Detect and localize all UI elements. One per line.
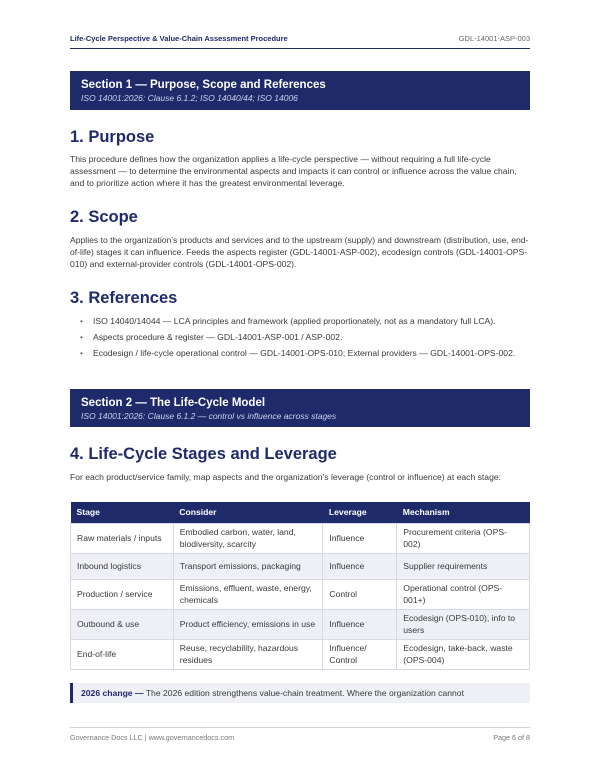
purpose-heading: 1. Purpose xyxy=(70,128,155,146)
table-cell: Embodied carbon, water, land, biodiversity, scarcity xyxy=(173,524,323,554)
table-cell: Influence xyxy=(323,554,397,580)
table-cell: Influence xyxy=(323,610,397,640)
footer-page-number: Page 6 of 8 xyxy=(493,733,530,742)
table-cell: Emissions, effluent, waste, energy, chemicals xyxy=(173,580,323,610)
references-heading: 3. References xyxy=(70,289,178,307)
section-1-banner xyxy=(70,71,530,110)
stages-heading: 4. Life-Cycle Stages and Leverage xyxy=(70,445,337,463)
reference-item: • ISO 14040/14044 — LCA principles and framework (applied proportionately, not as a mandatory full LCA). xyxy=(80,316,496,326)
header-doc-title: Life-Cycle Perspective & Value-Chain Assessment Procedure xyxy=(70,34,288,43)
section-1-title: Section 1 — Purpose, Scope and References xyxy=(81,79,326,91)
header-doc-code: GDL-14001-ASP-003 xyxy=(458,34,530,43)
table-cell: Product efficiency, emissions in use xyxy=(173,610,323,640)
table-row xyxy=(71,610,530,640)
table-row xyxy=(71,640,530,670)
table-row xyxy=(71,554,530,580)
section-2-banner xyxy=(70,389,530,427)
table-cell: Influence/ Control xyxy=(323,640,397,670)
change-callout xyxy=(70,683,530,703)
table-cell: Transport emissions, packaging xyxy=(173,554,323,580)
scope-text: Applies to the organization’s products and services and to the upstream (supply) and downstream (distribution, use, end-of-life) stages it can influence. Feeds the aspects register (GDL-14001-ASP-002), ecodesign controls (GDL-14001-OPS-010) and external-provider controls (GDL-14001-OPS-002). xyxy=(70,235,529,270)
section-2-subtitle: ISO 14001:2026: Clause 6.1.2 — control vs influence across stages xyxy=(81,411,337,421)
reference-item: • Aspects procedure & register — GDL-14001-ASP-001 / ASP-002. xyxy=(80,332,343,343)
table-row xyxy=(71,580,530,610)
table-header-row xyxy=(71,502,530,524)
scope-heading: 2. Scope xyxy=(70,208,138,226)
table-cell: Raw materials / inputs xyxy=(71,524,174,554)
column-header: Stage xyxy=(71,502,174,524)
table-cell: End-of-life xyxy=(71,640,174,670)
table-cell: Outbound & use xyxy=(71,610,174,640)
column-header: Leverage xyxy=(323,502,397,524)
table-cell: Control xyxy=(323,580,397,610)
table-cell: Ecodesign (OPS-010), info to users xyxy=(397,610,530,640)
reference-item: • Ecodesign / life-cycle operational control — GDL-14001-OPS-010; External providers — GDL-14001-OPS-002. xyxy=(80,348,516,359)
column-header: Mechanism xyxy=(397,502,530,524)
table-row xyxy=(71,524,530,554)
purpose-text: This procedure defines how the organization applies a life-cycle perspective — without requiring a full life-cycle assessment — to determine the environmental aspects and impacts it can control or influence across the value chain, and to prioritize action where it has the greatest environmental leverage. xyxy=(70,154,517,189)
section-2-title: Section 2 — The Life-Cycle Model xyxy=(81,397,266,409)
references-list xyxy=(70,315,530,364)
table-cell: Ecodesign, take-back, waste (OPS-004) xyxy=(397,640,530,670)
page-footer xyxy=(70,727,530,742)
table-cell: Inbound logistics xyxy=(71,554,174,580)
stages-intro: For each product/service family, map aspects and the organization’s leverage (control or influence) at each stage: xyxy=(70,472,502,482)
change-callout-text: The 2026 edition strengthens value-chain treatment. Where the organization cannot xyxy=(145,688,464,698)
table-cell: Reuse, recyclability, hazardous residues xyxy=(173,640,323,670)
table-cell: Procurement criteria (OPS-002) xyxy=(397,524,530,554)
table-cell: Influence xyxy=(323,524,397,554)
table-cell: Production / service xyxy=(71,580,174,610)
column-header: Consider xyxy=(173,502,323,524)
change-callout-label: 2026 change — xyxy=(81,688,144,698)
table-cell: Operational control (OPS-001+) xyxy=(397,580,530,610)
page-header xyxy=(70,34,530,49)
footer-company: Governance Docs LLC | www.governancedocs.com xyxy=(70,733,235,742)
table-cell: Supplier requirements xyxy=(397,554,530,580)
section-1-subtitle: ISO 14001:2026: Clause 6.1.2; ISO 14040/44; ISO 14006 xyxy=(81,93,298,103)
life-cycle-table xyxy=(70,502,530,670)
